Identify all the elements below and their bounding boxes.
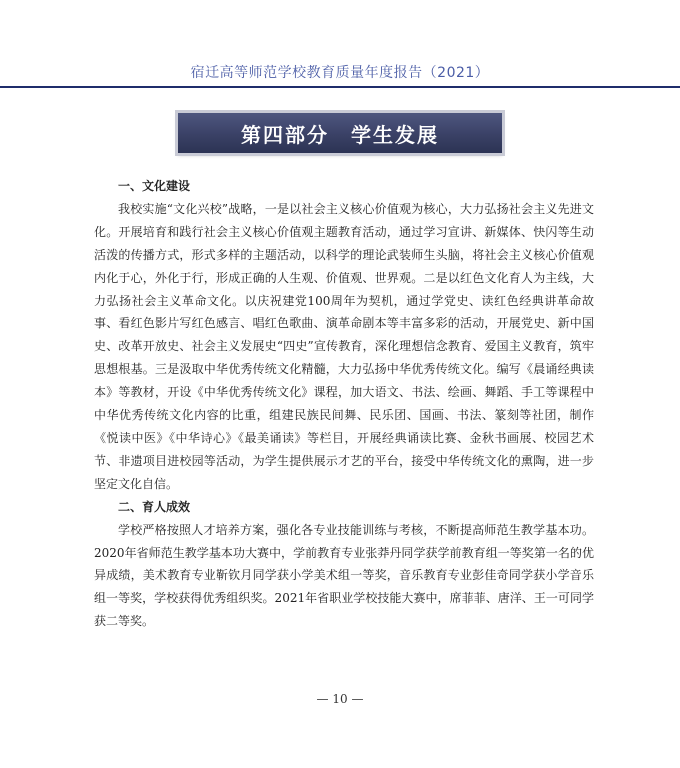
culture-paragraph: 我校实施“文化兴校”战略，一是以社会主义核心价值观为核心，大力弘扬社会主义先进文化。开展培育和践行社会主义核心价值观主题教育活动，通过学习宣讲、新媒体、快闪等生动活泼的传播方式，形式多样的主题活动，以科学的理论武装师生头脑，将社会主义核心价值观内化于心，外化于行，形成正确的人生观、价值观、世界观。二是以红色文化育人为主线，大力弘扬社会主义革命文化。以庆祝建党100周年为契机，通过学党史、读红色经典讲革命故事、看红色影片写红色感言、唱红色歌曲、演革命剧本等丰富多彩的活动，开展党史、新中国史、改革开放史、社会主义发展史“四史”宣传教育，深化理想信念教育、爱国主义教育，筑牢思想根基。三是汲取中华优秀传统文化精髓，大力弘扬中华优秀传统文化。编写《晨诵经典读本》等教材，开设《中华优秀传统文化》课程，加大语文、书法、绘画、舞蹈、手工等课程中中华优秀传统文化内容的比重，组建民族民间舞、民乐团、国画、书法、篆刻等社团，制作《悦读中医》《中华诗心》《最美诵读》等栏目，开展经典诵读比赛、金秋书画展、校园艺术节、非遗项目进校园等活动，为学生提供展示才艺的平台，接受中华传统文化的熏陶，进一步坚定文化自信。 (94, 201, 594, 491)
talent-heading: 二、育人成效 (118, 499, 191, 514)
talent-paragraph: 学校严格按照人才培养方案，强化各专业技能训练与考核，不断提高师范生教学基本功。2020年省师范生教学基本功大赛中，学前教育专业张莽丹同学获学前教育组一等奖第一名的优异成绩，美术教育专业靳钦月同学获小学美术组一等奖，音乐教育专业彭佳奇同学获小学音乐组一等奖，学校获得优秀组织奖。2021年省职业学校技能大赛中，席菲菲、唐洋、王一可同学获二等奖。 (94, 522, 594, 629)
page-number: — 10 — (316, 692, 364, 706)
section-banner (178, 113, 502, 153)
running-header: 宿迁高等师范学校教育质量年度报告（2021） (190, 65, 490, 81)
header-rule (0, 86, 680, 88)
section-title: 第四部分 学生发展 (241, 122, 439, 147)
culture-heading: 一、文化建设 (118, 179, 191, 193)
report-content (94, 175, 594, 633)
